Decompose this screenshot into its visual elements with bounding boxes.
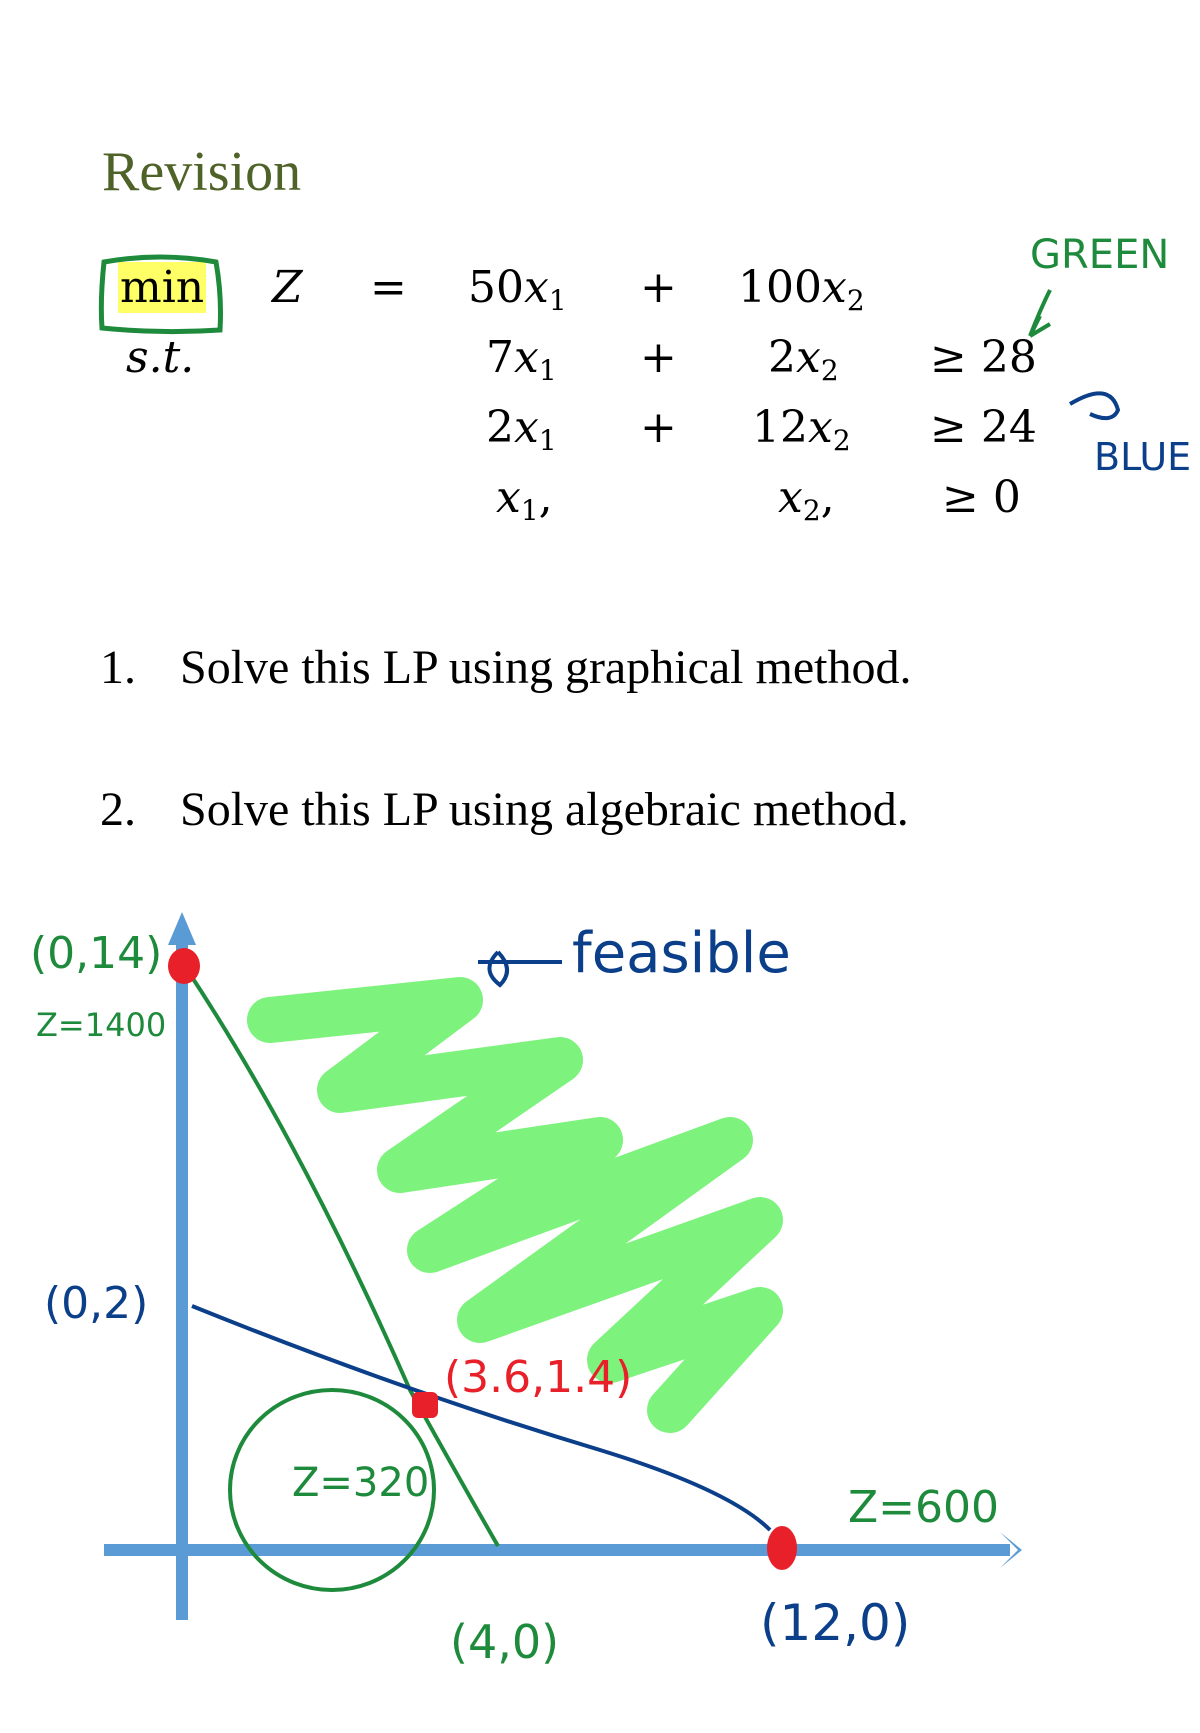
y-axis-arrow-icon [168,912,196,945]
subject-to-label: s.t. [126,332,195,383]
constraint-1-term-2: $2x_2$ [768,332,839,387]
green-pointer-icon [1030,290,1050,336]
objective-term-1: $50x_1$ [468,262,567,317]
green-label: GREEN [1030,232,1170,278]
objective-plus: + [640,262,677,313]
constraint-1-term-1: $7x_1$ [486,332,557,387]
nonneg-x1: $x_1$, [496,472,553,527]
z-320-label: Z=320 [292,1460,430,1506]
constraint-2-plus: + [640,402,677,453]
constraint-2-term-1: $2x_1$ [486,402,557,457]
point-0-14-marker [168,948,200,984]
objective-equals: = [370,262,407,313]
feasible-region-scribble [270,1000,760,1410]
constraint-1-plus: + [640,332,677,383]
point-4-0-label: (4,0) [450,1615,560,1669]
slide-title: Revision [102,141,302,203]
nonneg-rhs: ≥ 0 [942,472,1021,523]
feasible-label: feasible [572,921,791,986]
feasible-arrow-icon [478,952,562,985]
point-12-0-label: (12,0) [760,1594,911,1652]
nonneg-x2: $x_2$, [778,472,835,527]
min-keyword: min [120,262,205,313]
point-12-0-marker [767,1526,797,1570]
blue-label: BLUE [1094,435,1192,479]
constraint-2-term-2: $12x_2$ [752,402,851,457]
question-1: 1. Solve this LP using graphical method. [100,641,912,694]
point-0-14-label: (0,14) [30,928,163,979]
question-2: 2. Solve this LP using algebraic method. [100,783,909,836]
point-0-2-label: (0,2) [44,1278,149,1329]
z-variable: Z [272,262,303,313]
z-600-label: Z=600 [848,1482,999,1533]
point-opt-marker [412,1392,438,1418]
min-circle-ink [101,257,220,332]
blue-pointer-icon [1070,393,1118,418]
point-opt-label: (3.6,1.4) [444,1352,633,1403]
z-1400-label: Z=1400 [36,1006,167,1044]
objective-term-2: $100x_2$ [738,262,865,317]
constraint-1-rhs: ≥ 28 [930,332,1037,383]
constraint-2-rhs: ≥ 24 [930,402,1037,453]
